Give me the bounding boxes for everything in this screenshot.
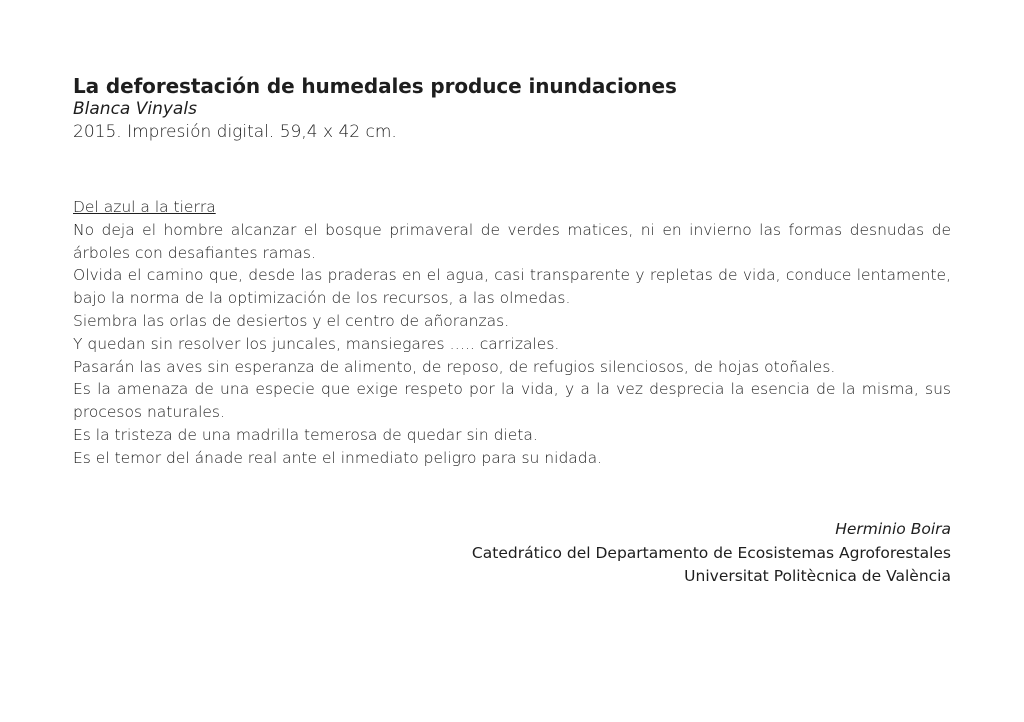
- artwork-artist: Blanca Vinyals: [73, 99, 197, 119]
- essay-paragraph: Y quedan sin resolver los juncales, mansiegares ….. carrizales.: [73, 334, 560, 353]
- essay: [73, 196, 951, 470]
- artwork-title: La deforestación de humedales produce inundaciones: [73, 74, 677, 98]
- signature-author: Herminio Boira: [835, 520, 951, 538]
- document-body: [73, 74, 951, 470]
- signature-position: Catedrático del Departamento de Ecosistemas Agroforestales: [471, 543, 951, 562]
- essay-paragraph: Es la tristeza de una madrilla temerosa de quedar sin dieta.: [73, 425, 538, 444]
- essay-paragraph: Siembra las orlas de desiertos y el centro de añoranzas.: [73, 311, 510, 330]
- essay-paragraph: Es el temor del ánade real ante el inmediato peligro para su nidada.: [73, 448, 603, 467]
- essay-paragraph: Olvida el camino que, desde las praderas en el agua, casi transparente y repletas de vida, conduce lentamente, bajo la norma de la optimización de los recursos, a las olmedas.: [73, 266, 951, 308]
- signature-institution: Universitat Politècnica de València: [684, 567, 951, 585]
- essay-title: Del azul a la tierra: [73, 198, 216, 216]
- essay-paragraph: Pasarán las aves sin esperanza de alimento, de reposo, de refugios silenciosos, de hojas otoñales.: [73, 357, 836, 376]
- essay-paragraph: Es la amenaza de una especie que exige respeto por la vida, y a la vez desprecia la esencia de la misma, sus procesos naturales.: [73, 380, 951, 422]
- signature-block: [472, 518, 951, 589]
- essay-paragraph: No deja el hombre alcanzar el bosque primaveral de verdes matices, ni en invierno las formas desnudas de árboles con desafiantes ramas.: [73, 220, 951, 262]
- artwork-details: 2015. Impresión digital. 59,4 x 42 cm.: [73, 122, 397, 142]
